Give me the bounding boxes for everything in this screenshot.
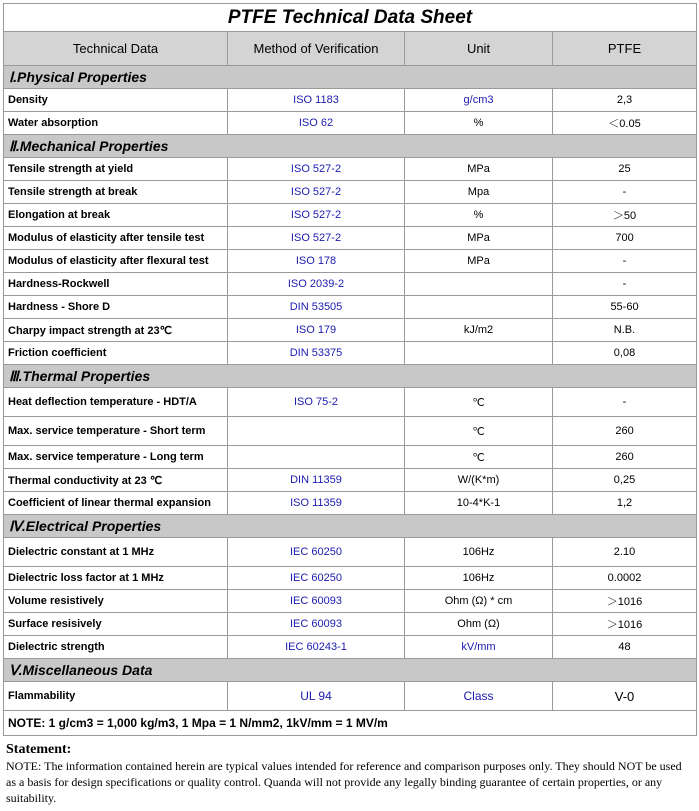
method-link: ISO 527-2 xyxy=(228,158,405,181)
ptfe-value: 0.0002 xyxy=(553,567,697,590)
table-row xyxy=(4,492,697,515)
method-link: IEC 60093 xyxy=(228,590,405,613)
unit-value: Class xyxy=(405,682,553,711)
section-mechanical xyxy=(4,135,697,158)
unit-value xyxy=(405,342,553,365)
table-row xyxy=(4,112,697,135)
section-misc xyxy=(4,659,697,682)
section-thermal xyxy=(4,365,697,388)
ptfe-value: 2,3 xyxy=(553,89,697,112)
method-link: IEC 60250 xyxy=(228,538,405,567)
method-link: DIN 53375 xyxy=(228,342,405,365)
ptfe-value: 260 xyxy=(553,446,697,469)
method-link xyxy=(228,446,405,469)
method-link: UL 94 xyxy=(228,682,405,711)
table-row xyxy=(4,181,697,204)
header-technical-data: Technical Data xyxy=(4,32,228,66)
method-link: ISO 527-2 xyxy=(228,181,405,204)
method-link: ISO 11359 xyxy=(228,492,405,515)
unit-value xyxy=(405,296,553,319)
table-row xyxy=(4,446,697,469)
table-row xyxy=(4,538,697,567)
table-row xyxy=(4,636,697,659)
ptfe-value: ＞50 xyxy=(553,204,697,227)
table-row xyxy=(4,613,697,636)
method-link: ISO 1183 xyxy=(228,89,405,112)
property-name: Water absorption xyxy=(4,112,228,135)
ptfe-value: 700 xyxy=(553,227,697,250)
section-title: Ⅱ.Mechanical Properties xyxy=(4,135,697,158)
method-link: ISO 75-2 xyxy=(228,388,405,417)
ptfe-value: 25 xyxy=(553,158,697,181)
table-row xyxy=(4,417,697,446)
unit-value: ℃ xyxy=(405,388,553,417)
method-link: IEC 60243-1 xyxy=(228,636,405,659)
sheet-title: PTFE Technical Data Sheet xyxy=(4,4,697,32)
table-row xyxy=(4,319,697,342)
ptfe-value: 260 xyxy=(553,417,697,446)
property-name: Modulus of elasticity after flexural test xyxy=(4,250,228,273)
table-row xyxy=(4,296,697,319)
unit-value xyxy=(405,273,553,296)
ptfe-value: ＞1016 xyxy=(553,613,697,636)
property-name: Tensile strength at break xyxy=(4,181,228,204)
property-name: Flammability xyxy=(4,682,228,711)
ptfe-value: - xyxy=(553,273,697,296)
table-row xyxy=(4,89,697,112)
unit-value: kV/mm xyxy=(405,636,553,659)
technical-data-table xyxy=(3,3,697,736)
ptfe-value: ＜0.05 xyxy=(553,112,697,135)
ptfe-value: - xyxy=(553,181,697,204)
statement xyxy=(6,741,694,806)
unit-value: Ohm (Ω) * cm xyxy=(405,590,553,613)
unit-value: 10-4*K-1 xyxy=(405,492,553,515)
ptfe-value: 48 xyxy=(553,636,697,659)
ptfe-value: 1,2 xyxy=(553,492,697,515)
ptfe-value: 0,08 xyxy=(553,342,697,365)
ptfe-value: 2.10 xyxy=(553,538,697,567)
unit-value: % xyxy=(405,112,553,135)
ptfe-value: - xyxy=(553,250,697,273)
header-unit: Unit xyxy=(405,32,553,66)
unit-value: Ohm (Ω) xyxy=(405,613,553,636)
table-row xyxy=(4,273,697,296)
unit-value: 106Hz xyxy=(405,567,553,590)
method-link: ISO 527-2 xyxy=(228,204,405,227)
data-sheet xyxy=(3,3,696,736)
ptfe-value: - xyxy=(553,388,697,417)
property-name: Dielectric constant at 1 MHz xyxy=(4,538,228,567)
method-link xyxy=(228,417,405,446)
section-title: Ⅴ.Miscellaneous Data xyxy=(4,659,697,682)
section-electrical xyxy=(4,515,697,538)
header-material: PTFE xyxy=(553,32,697,66)
property-name: Surface resisively xyxy=(4,613,228,636)
ptfe-value: 0,25 xyxy=(553,469,697,492)
unit-value: MPa xyxy=(405,250,553,273)
property-name: Hardness - Shore D xyxy=(4,296,228,319)
property-name: Density xyxy=(4,89,228,112)
table-row xyxy=(4,682,697,711)
property-name: Friction coefficient xyxy=(4,342,228,365)
table-row xyxy=(4,342,697,365)
ptfe-value: 55-60 xyxy=(553,296,697,319)
statement-title: Statement: xyxy=(6,742,72,757)
property-name: Max. service temperature - Long term xyxy=(4,446,228,469)
section-physical xyxy=(4,66,697,89)
table-row xyxy=(4,250,697,273)
property-name: Thermal conductivity at 23 ℃ xyxy=(4,469,228,492)
property-name: Volume resistively xyxy=(4,590,228,613)
table-row xyxy=(4,567,697,590)
ptfe-value: N.B. xyxy=(553,319,697,342)
unit-value: MPa xyxy=(405,158,553,181)
statement-text: NOTE: The information contained herein are typical values intended for reference and comparison purposes only. They should NOT be used as a basis for design specifications or quality control. Quanda will not provide any legally binding guarantee of certain properties, or any suitability. xyxy=(6,759,682,805)
property-name: Dielectric strength xyxy=(4,636,228,659)
property-name: Hardness-Rockwell xyxy=(4,273,228,296)
unit-value: W/(K*m) xyxy=(405,469,553,492)
unit-value: % xyxy=(405,204,553,227)
table-row xyxy=(4,227,697,250)
unit-value: 106Hz xyxy=(405,538,553,567)
property-name: Coefficient of linear thermal expansion xyxy=(4,492,228,515)
property-name: Heat deflection temperature - HDT/A xyxy=(4,388,228,417)
unit-value: ℃ xyxy=(405,446,553,469)
property-name: Modulus of elasticity after tensile test xyxy=(4,227,228,250)
section-title: Ⅲ.Thermal Properties xyxy=(4,365,697,388)
section-title: Ⅰ.Physical Properties xyxy=(4,66,697,89)
section-title: Ⅳ.Electrical Properties xyxy=(4,515,697,538)
unit-value: ℃ xyxy=(405,417,553,446)
property-name: Tensile strength at yield xyxy=(4,158,228,181)
property-name: Max. service temperature - Short term xyxy=(4,417,228,446)
note-row xyxy=(4,711,697,736)
method-link: ISO 178 xyxy=(228,250,405,273)
method-link: IEC 60093 xyxy=(228,613,405,636)
units-note: NOTE: 1 g/cm3 = 1,000 kg/m3, 1 Mpa = 1 N/mm2, 1kV/mm = 1 MV/m xyxy=(4,711,697,736)
ptfe-value: ＞1016 xyxy=(553,590,697,613)
unit-value: kJ/m2 xyxy=(405,319,553,342)
table-row xyxy=(4,469,697,492)
method-link: ISO 527-2 xyxy=(228,227,405,250)
unit-value: Mpa xyxy=(405,181,553,204)
table-row xyxy=(4,158,697,181)
table-row xyxy=(4,590,697,613)
method-link: DIN 53505 xyxy=(228,296,405,319)
method-link: IEC 60250 xyxy=(228,567,405,590)
property-name: Dielectric loss factor at 1 MHz xyxy=(4,567,228,590)
unit-value: MPa xyxy=(405,227,553,250)
table-row xyxy=(4,204,697,227)
ptfe-value: V-0 xyxy=(553,682,697,711)
method-link: ISO 2039-2 xyxy=(228,273,405,296)
header-row xyxy=(4,32,697,66)
table-row xyxy=(4,388,697,417)
method-link: ISO 179 xyxy=(228,319,405,342)
unit-value: g/cm3 xyxy=(405,89,553,112)
method-link: ISO 62 xyxy=(228,112,405,135)
method-link: DIN 11359 xyxy=(228,469,405,492)
property-name: Charpy impact strength at 23℃ xyxy=(4,319,228,342)
header-method: Method of Verification xyxy=(228,32,405,66)
property-name: Elongation at break xyxy=(4,204,228,227)
